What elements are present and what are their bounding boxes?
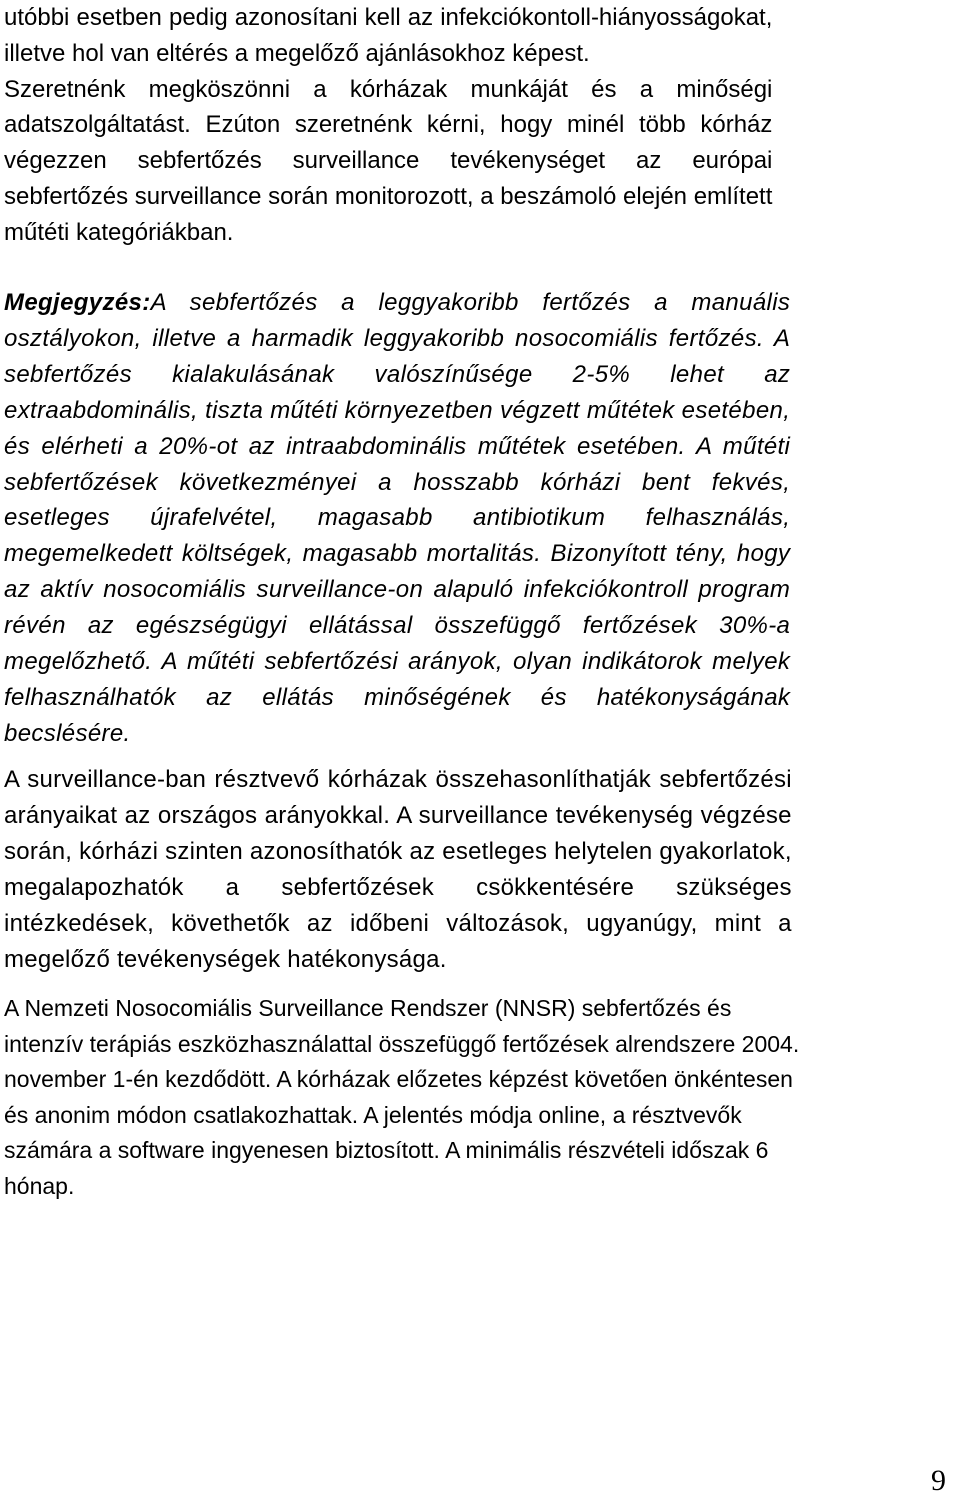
text-line: és anonim módon csatlakozhattak. A jelentés módja online, a résztvevők bbox=[4, 1101, 742, 1128]
text-line: illetve hol van eltérés a megelőző ajánlásokhoz képest. bbox=[4, 39, 590, 67]
text-line: esetleges újrafelvétel, magasabb antibiotikum felhasználás, bbox=[4, 504, 791, 532]
text-line: megalapozhatók a sebfertőzések csökkentésére szükséges bbox=[4, 874, 792, 901]
text-line: Szeretnénk megköszönni a kórházak munkáját és a minőségi bbox=[4, 75, 773, 103]
note-text: A sebfertőzés a leggyakoribb fertőzés a manuális bbox=[150, 289, 791, 316]
note-lead: Megjegyzés: bbox=[4, 289, 151, 316]
text-line: megemelkedett költségek, magasabb mortalitás. Bizonyított tény, hogy bbox=[4, 540, 791, 568]
text-line: számára a software ingyenesen biztosított. A minimális részvételi időszak 6 bbox=[4, 1137, 769, 1163]
text-line: intenzív terápiás eszközhasználattal összefüggő fertőzések alrendszere 2004. bbox=[4, 1030, 800, 1057]
text-line: megelőző tevékenységek hatékonysága. bbox=[4, 946, 447, 973]
text-line: arányaikat az országos arányokkal. A surveillance tevékenység végzése bbox=[4, 802, 792, 829]
text-line: A surveillance-ban résztvevő kórházak összehasonlíthatják sebfertőzési bbox=[4, 766, 792, 793]
text-line: felhasználhatók az ellátás minőségének és hatékonyságának bbox=[4, 683, 791, 711]
paragraph-note bbox=[4, 285, 790, 752]
text-line: becslésére. bbox=[4, 719, 131, 747]
page-number: 9 bbox=[931, 1464, 946, 1497]
paragraph-acknowledgement bbox=[4, 0, 772, 251]
text-line: az aktív nosocomiális surveillance-on alapuló infekciókontroll program bbox=[4, 576, 791, 604]
text-line: hónap. bbox=[4, 1172, 75, 1199]
text-line: megelőzhető. A műtéti sebfertőzési arányok, olyan indikátorok melyek bbox=[4, 648, 791, 676]
text-line: során, kórházi szinten azonosíthatók az esetleges helytelen gyakorlatok, bbox=[4, 838, 792, 865]
text-line: adatszolgáltatást. Ezúton szeretnénk kérni, hogy minél több kórház bbox=[4, 111, 773, 139]
text-line bbox=[4, 285, 790, 321]
text-line: utóbbi esetben pedig azonosítani kell az infekciókontoll-hiányosságokat, bbox=[4, 4, 773, 31]
text-line: extraabdominális, tiszta műtéti környezetben végzett műtétek esetében, bbox=[4, 396, 791, 424]
text-line: A Nemzeti Nosocomiális Surveillance Rendszer (NNSR) sebfertőzés és bbox=[4, 995, 732, 1021]
text-line: intézkedések, követhetők az időbeni változások, ugyanúgy, mint a bbox=[4, 910, 792, 937]
text-line: végezzen sebfertőzés surveillance tevékenységet az európai bbox=[4, 147, 773, 175]
text-line: műtéti kategóriákban. bbox=[4, 218, 234, 246]
text-line: révén az egészségügyi ellátással összefüggő fertőzések 30%-a bbox=[4, 612, 791, 640]
paragraph-nnsr bbox=[4, 991, 799, 1204]
text-line: sebfertőzés kialakulásának valószínűsége 2-5% lehet az bbox=[4, 360, 791, 388]
text-line: november 1-én kezdődött. A kórházak előzetes képzést követően önkéntesen bbox=[4, 1066, 793, 1092]
text-line: sebfertőzés surveillance során monitorozott, a beszámoló elején említett bbox=[4, 182, 773, 210]
text-line: osztályokon, illetve a harmadik leggyakoribb nosocomiális fertőzés. A bbox=[4, 324, 791, 352]
text-line: sebfertőzések következményei a hosszabb kórházi bent fekvés, bbox=[4, 468, 791, 496]
text-line: és elérheti a 20%-ot az intraabdominális műtétek esetében. A műtéti bbox=[4, 432, 791, 460]
paragraph-benefits bbox=[4, 762, 792, 978]
